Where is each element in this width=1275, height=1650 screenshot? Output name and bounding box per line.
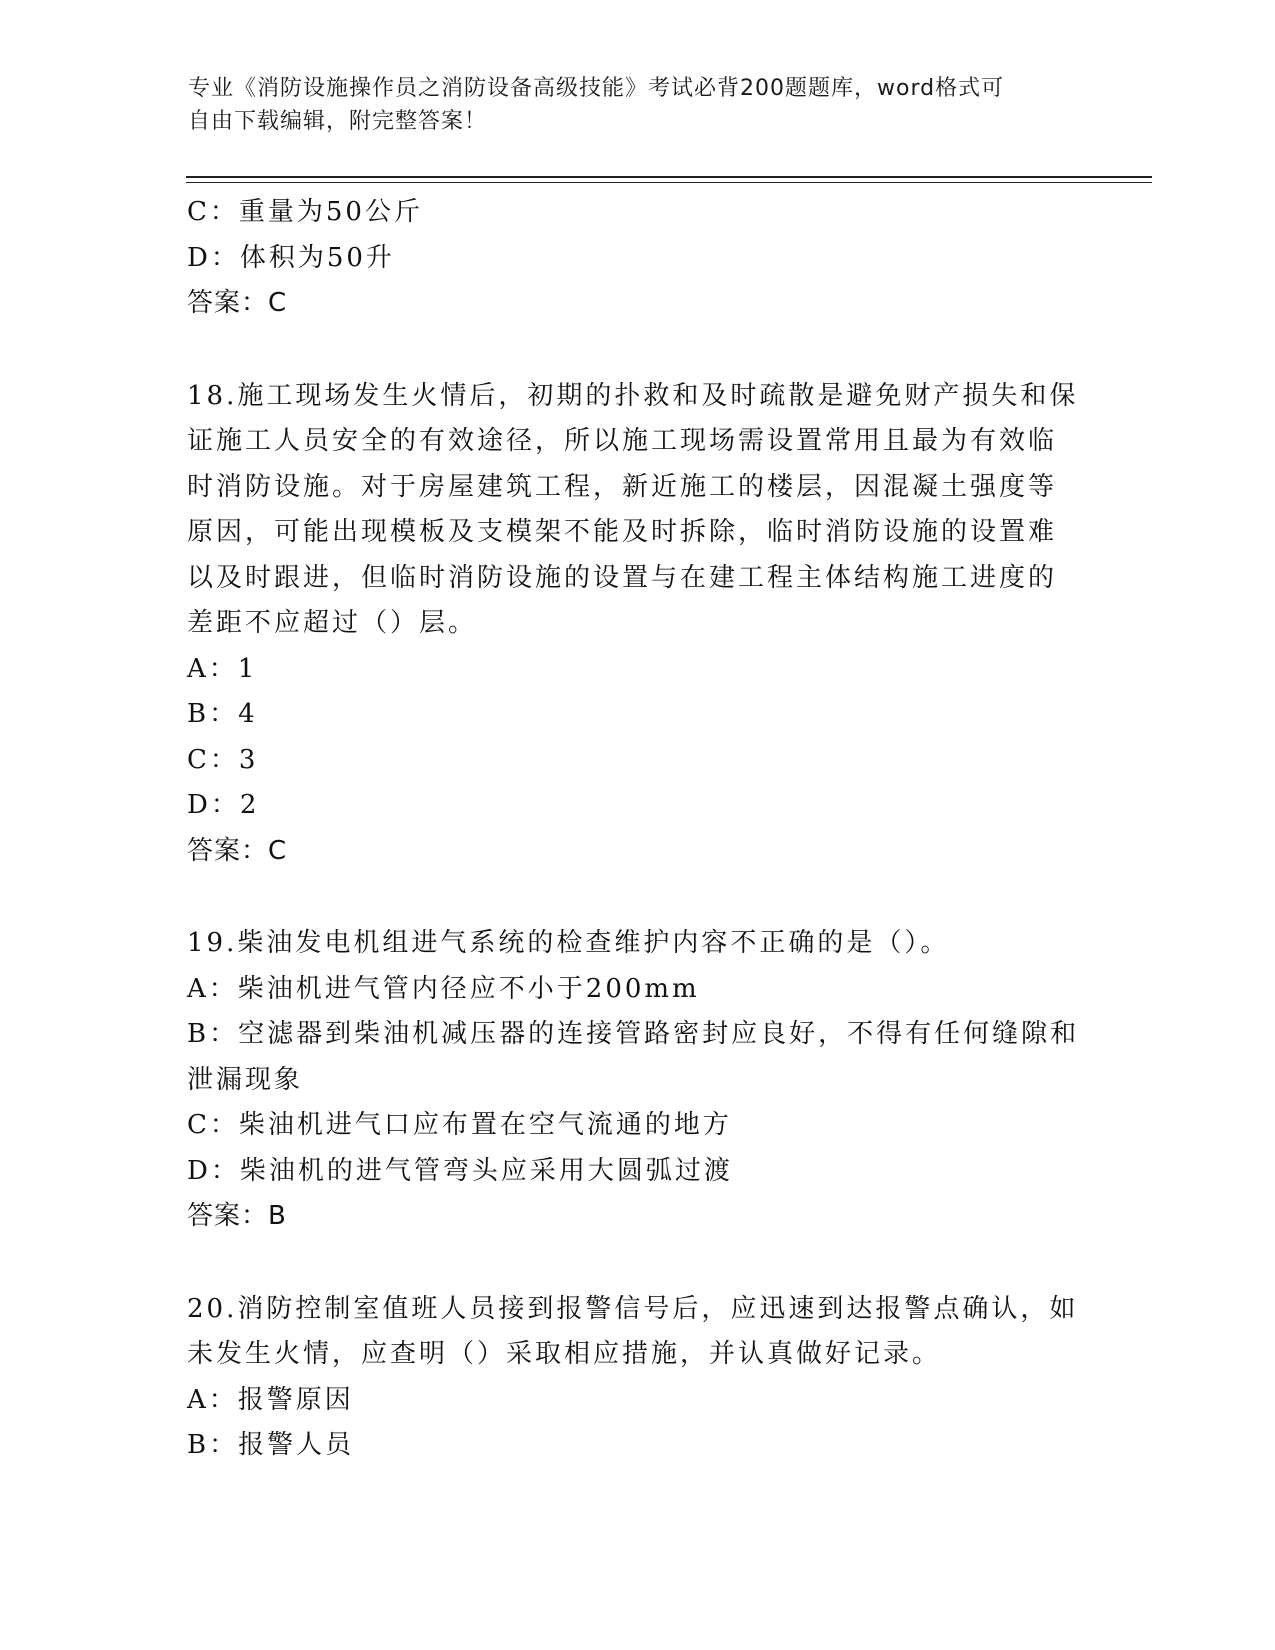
q19-answer: 答案：B xyxy=(187,1201,287,1231)
q20-stem-line-2: 未发生火情，应查明（）采取相应措施，并认真做好记录。 xyxy=(187,1339,942,1369)
q20-stem-line-1: 20.消防控制室值班人员接到报警信号后，应迅速到达报警点确认，如 xyxy=(187,1293,1079,1324)
q18-option-c: C：3 xyxy=(187,744,259,775)
q17-answer: 答案：C xyxy=(187,288,288,318)
q17-option-d: D：体积为50升 xyxy=(187,242,395,273)
q19-option-a: A：柴油机进气管内径应不小于200mm xyxy=(187,973,700,1004)
header-rule-thin xyxy=(186,182,1152,183)
q18-stem-line: 以及时跟进，但临时消防设施的设置与在建工程主体结构施工进度的 xyxy=(187,562,1058,593)
header-rule-thick xyxy=(186,176,1152,178)
spacer xyxy=(187,874,1087,921)
q20-option-a: A：报警原因 xyxy=(187,1384,354,1415)
q18-stem-line: 时消防设施。对于房屋建筑工程，新近施工的楼层，因混凝土强度等 xyxy=(187,471,1058,502)
q17-option-c: C：重量为50公斤 xyxy=(187,197,423,227)
q18-stem-line: 原因，可能出现模板及支模架不能及时拆除，临时消防设施的设置难 xyxy=(187,517,1058,547)
header-line-2: 自由下载编辑，附完整答案！ xyxy=(188,109,488,134)
q19-option-b-continued: 泄漏现象 xyxy=(187,1064,304,1095)
q19-option-b: B：空滤器到柴油机减压器的连接管路密封应良好，不得有任何缝隙和 xyxy=(187,1019,1080,1049)
q18-stem-line: 18.施工现场发生火情后，初期的扑救和及时疏散是避免财产损失和保 xyxy=(187,380,1079,411)
q18-answer: 答案：C xyxy=(187,835,288,866)
q18-stem-line: 证施工人员安全的有效途径，所以施工现场需设置常用且最为有效临 xyxy=(187,426,1058,456)
q18-stem-line: 差距不应超过（）层。 xyxy=(187,608,478,638)
question-list xyxy=(187,190,1087,1469)
q18-option-b: B：4 xyxy=(187,699,258,729)
q18-option-d: D：2 xyxy=(187,790,260,820)
spacer xyxy=(187,327,1087,374)
q19-option-c: C：柴油机进气口应布置在空气流通的地方 xyxy=(187,1110,732,1140)
q19-stem: 19.柴油发电机组进气系统的检查维护内容不正确的是（）。 xyxy=(187,928,950,958)
spacer xyxy=(187,1240,1087,1287)
document-header xyxy=(188,72,1068,138)
q20-option-b: B：报警人员 xyxy=(187,1430,355,1460)
q19-option-d: D：柴油机的进气管弯头应采用大圆弧过渡 xyxy=(187,1155,733,1186)
q18-option-a: A：1 xyxy=(187,653,258,684)
header-line-1: 专业《消防设施操作员之消防设备高级技能》考试必背200题题库，word格式可 xyxy=(188,76,1005,101)
